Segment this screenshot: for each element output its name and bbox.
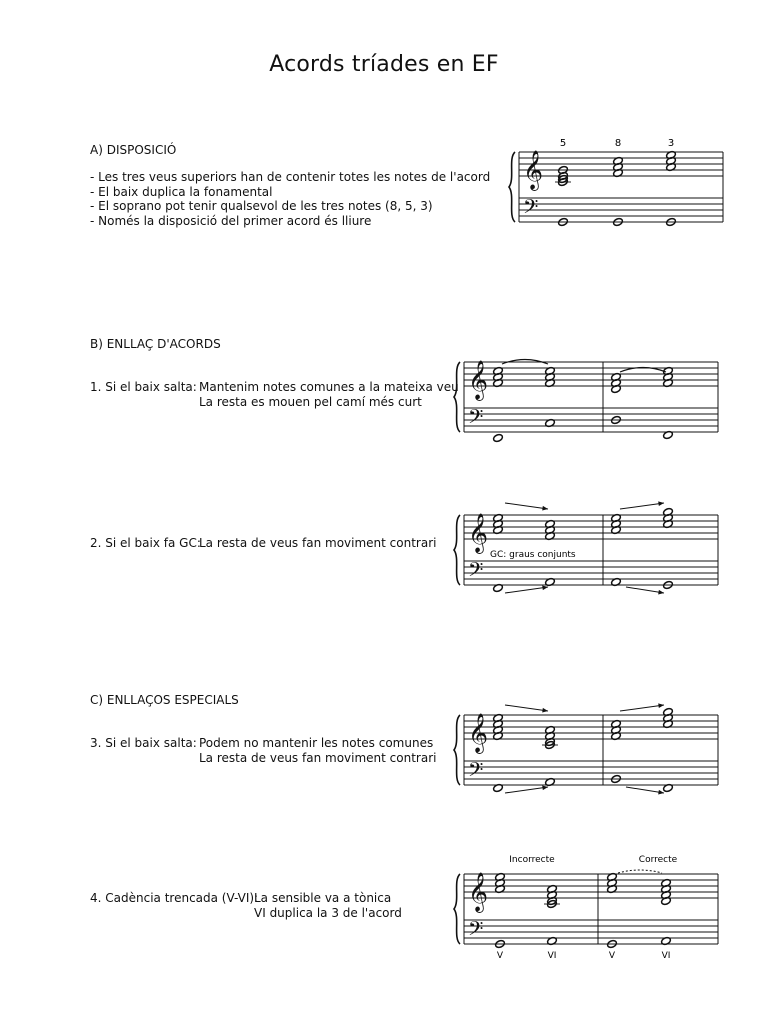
arrowhead-icon bbox=[658, 790, 664, 795]
roman-numeral: VI bbox=[547, 951, 557, 961]
score-note: GC: graus conjunts bbox=[490, 550, 576, 560]
page-title: Acords tríades en EF bbox=[269, 52, 499, 77]
section-c-heading: C) ENLLAÇOS ESPECIALS bbox=[90, 693, 239, 707]
score-rule-4 bbox=[450, 848, 730, 968]
motion-arrow-icon bbox=[620, 503, 664, 509]
rule-3-text bbox=[199, 736, 436, 765]
roman-numeral: VI bbox=[661, 951, 671, 961]
dotted-slur bbox=[618, 870, 662, 873]
rule-line: La sensible va a tònica bbox=[254, 891, 392, 905]
roman-numeral: V bbox=[496, 951, 504, 961]
arrowhead-icon bbox=[542, 708, 548, 713]
score-disposicio bbox=[505, 130, 735, 240]
rule-line: - El soprano pot tenir qualsevol de les tres notes (8, 5, 3) bbox=[90, 199, 433, 213]
arrowhead-icon bbox=[658, 703, 664, 708]
rule-line: Podem no mantenir les notes comunes bbox=[199, 736, 434, 750]
bass-clef-icon: 𝄢 bbox=[468, 917, 484, 945]
brace-icon bbox=[454, 715, 460, 785]
correct-label: Correcte bbox=[638, 855, 678, 865]
section-a-rules bbox=[90, 170, 490, 228]
section-a-heading: A) DISPOSICIÓ bbox=[90, 143, 177, 157]
brace-icon bbox=[454, 874, 460, 944]
brace-icon bbox=[454, 515, 460, 585]
rule-4-text bbox=[254, 891, 402, 920]
arrowhead-icon bbox=[658, 590, 664, 595]
treble-clef-icon: 𝄞 bbox=[468, 360, 489, 400]
motion-arrow-icon bbox=[626, 587, 664, 593]
interval-label: 5 bbox=[559, 138, 567, 149]
bass-clef-icon: 𝄢 bbox=[468, 405, 484, 433]
section-b-heading: B) ENLLAÇ D'ACORDS bbox=[90, 337, 221, 351]
rule-line: La resta de veus fan moviment contrari bbox=[199, 750, 437, 765]
interval-label: 3 bbox=[667, 138, 675, 149]
motion-arrow-icon bbox=[620, 705, 664, 711]
arrowhead-icon bbox=[542, 785, 548, 790]
rule-2-label: 2. Si el baix fa GC: bbox=[90, 536, 201, 550]
motion-arrow-icon bbox=[626, 787, 664, 793]
arrowhead-icon bbox=[542, 585, 548, 590]
bass-clef-icon: 𝄢 bbox=[523, 195, 539, 223]
treble-clef-icon: 𝄞 bbox=[468, 872, 489, 912]
rule-line: VI duplica la 3 de l'acord bbox=[254, 905, 402, 920]
treble-clef-icon: 𝄞 bbox=[523, 150, 544, 190]
score-rule-3 bbox=[450, 695, 730, 800]
rule-4-label: 4. Cadència trencada (V-VI): bbox=[90, 891, 259, 905]
treble-clef-icon: 𝄞 bbox=[468, 513, 489, 553]
rule-line: - El baix duplica la fonamental bbox=[90, 184, 273, 199]
motion-arrow-icon bbox=[505, 787, 548, 793]
bass-clef-icon: 𝄢 bbox=[468, 558, 484, 586]
rule-line: - Les tres veus superiors han de contenir totes les notes de l'acord bbox=[90, 170, 491, 184]
brace-icon bbox=[454, 362, 460, 432]
rule-line: La resta es mouen pel camí més curt bbox=[199, 394, 422, 409]
rule-line: Mantenim notes comunes a la mateixa veu bbox=[199, 380, 459, 394]
score-rule-1 bbox=[450, 340, 730, 440]
arrowhead-icon bbox=[542, 506, 548, 511]
motion-arrow-icon bbox=[505, 503, 548, 509]
arrowhead-icon bbox=[658, 501, 664, 506]
rule-2-text: La resta de veus fan moviment contrari bbox=[199, 536, 437, 550]
roman-numeral: V bbox=[608, 951, 616, 961]
rule-line: - Només la disposició del primer acord és lliure bbox=[90, 213, 372, 228]
interval-label: 8 bbox=[614, 138, 622, 149]
motion-arrow-icon bbox=[505, 587, 548, 593]
score-rule-2 bbox=[450, 495, 730, 600]
treble-clef-icon: 𝄞 bbox=[468, 713, 489, 753]
incorrect-label: Incorrecte bbox=[509, 855, 555, 865]
rule-1-label: 1. Si el baix salta: bbox=[90, 380, 197, 394]
half-note bbox=[493, 433, 504, 442]
brace-icon bbox=[509, 152, 515, 222]
motion-arrow-icon bbox=[505, 705, 548, 711]
rule-3-label: 3. Si el baix salta: bbox=[90, 736, 197, 750]
rule-1-text bbox=[199, 380, 459, 409]
bass-clef-icon: 𝄢 bbox=[468, 758, 484, 786]
